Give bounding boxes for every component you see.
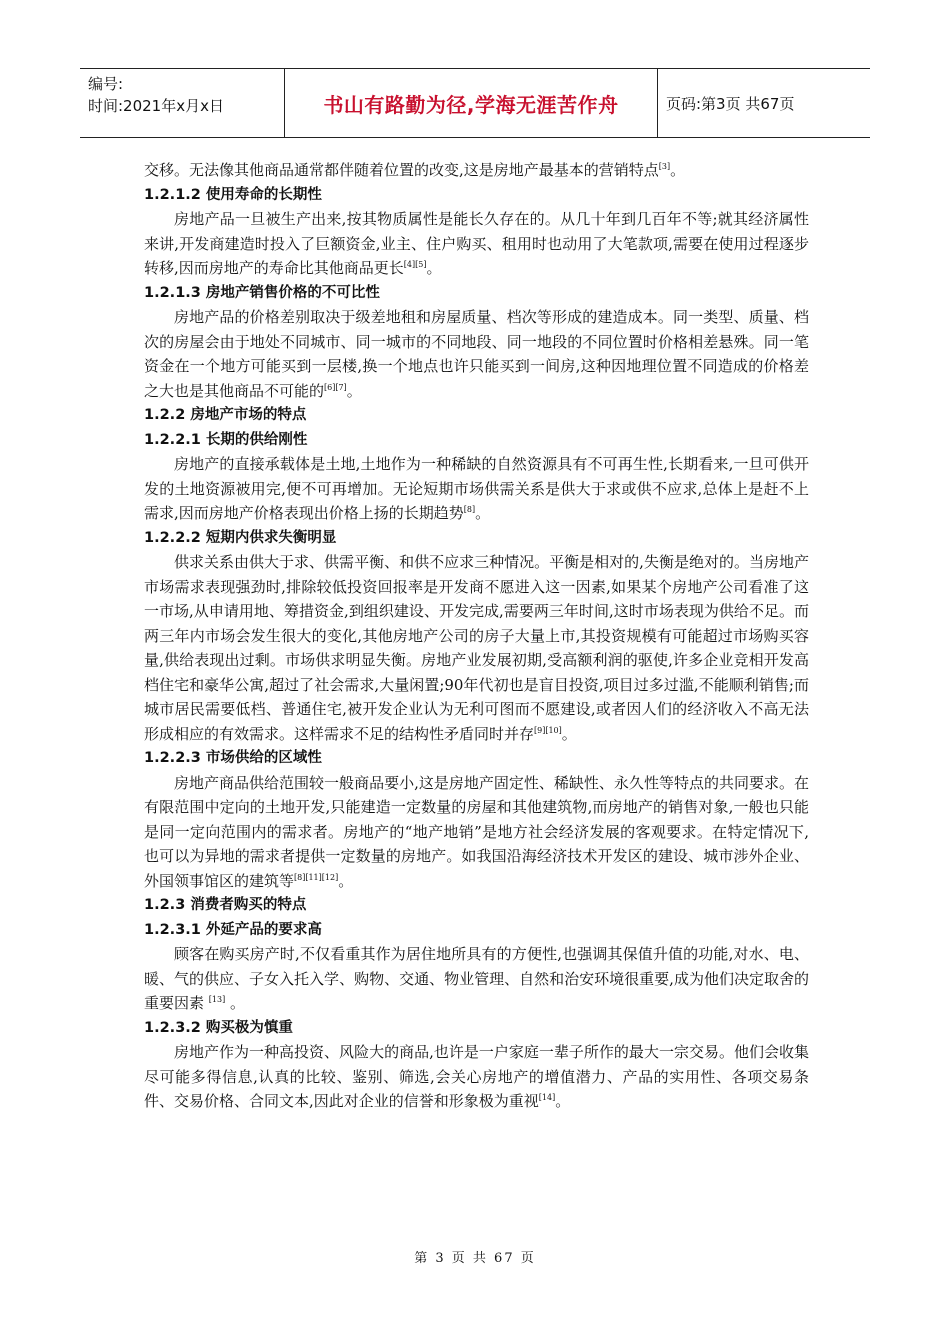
paragraph-tail: 。 bbox=[670, 161, 686, 179]
page-header bbox=[80, 68, 870, 138]
citation-ref: [9][10] bbox=[534, 725, 562, 735]
document-time-label: 时间:2021年x月x日 bbox=[88, 97, 224, 115]
paragraph-text: 房地产作为一种高投资、风险大的商品,也许是一户家庭一辈子所作的最大一宗交易。他们会收集尽可能多得信息,认真的比较、鉴别、筛选,会关心房地产的增值潜力、产品的实用性、各项交易条件、交易价格、合同文本,因此对企业的信誉和形象极为重视 bbox=[144, 1043, 809, 1110]
paragraph-text: 房地产品一旦被生产出来,按其物质属性是能长久存在的。从几十年到几百年不等;就其经济属性来讲,开发商建造时投入了巨额资金,业主、住户购买、租用时也动用了大笔款项,需要在使用过程逐步转移,因而房地产的寿命比其他商品更长 bbox=[144, 210, 809, 277]
section-heading: 1.2.2.3 市场供给的区域性 bbox=[144, 750, 322, 766]
section-heading: 1.2.3.2 购买极为慎重 bbox=[144, 1019, 293, 1036]
section-heading: 1.2.1.2 使用寿命的长期性 bbox=[144, 186, 322, 203]
body-paragraph bbox=[144, 305, 809, 403]
paragraph-tail: 。 bbox=[346, 381, 362, 400]
paragraph-tail: 。 bbox=[555, 1092, 571, 1110]
citation-ref: [13] bbox=[208, 995, 226, 1004]
body-paragraph bbox=[144, 1040, 809, 1114]
paragraph-tail: 。 bbox=[561, 724, 577, 743]
paragraph-text: 交移。无法像其他商品通常都伴随着位置的改变,这是房地产最基本的营销特点 bbox=[144, 161, 659, 179]
paragraph-text: 房地产品的价格差别取决于级差地租和房屋质量、档次等形成的建造成本。同一类型、质量、档次的房屋会由于地处不同城市、同一城市的不同地段、同一地段的不同位置时价格相差悬殊。同一笔资金在一个地方可能买到一层楼,换一个地点也许只能买到一间房,这种因地理位置不同造成的价格差之大也是其他商品不可能的 bbox=[144, 308, 809, 400]
body-paragraph bbox=[144, 771, 809, 894]
paragraph-tail: 。 bbox=[338, 871, 354, 890]
section-heading: 1.2.2.2 短期内供求失衡明显 bbox=[144, 529, 337, 546]
body-paragraph bbox=[144, 550, 809, 746]
citation-ref: [8] bbox=[463, 505, 476, 514]
page-footer: 第 3 页 共 67 页 bbox=[414, 1251, 536, 1266]
paragraph-text: 房地产的直接承载体是土地,土地作为一种稀缺的自然资源具有不可再生性,长期看来,一旦可供开发的土地资源被用完,便不可再增加。无论短期市场供需关系是供大于求或供不应求,总体上是赶不上需求,因而房地产价格表现出价格上扬的长期趋势 bbox=[144, 455, 809, 522]
section-heading: 1.2.3.1 外延产品的要求高 bbox=[144, 921, 322, 938]
citation-ref: [3] bbox=[658, 162, 671, 171]
body-paragraph bbox=[144, 207, 809, 281]
citation-ref: [14] bbox=[538, 1093, 556, 1102]
paragraph-tail: 。 bbox=[475, 504, 491, 522]
header-left bbox=[88, 73, 278, 117]
section-heading: 1.2.2.1 长期的供给刚性 bbox=[144, 431, 308, 448]
body-paragraph bbox=[144, 942, 809, 1016]
citation-ref: [4][5] bbox=[403, 260, 427, 269]
paragraph-text: 房地产商品供给范围较一般商品要小,这是房地产固定性、稀缺性、永久性等特点的共同要求。在有限范围中定向的土地开发,只能建造一定数量的房屋和其他建筑物,而房地产的销售对象,一般也只能是同一定向范围内的需求者。房地产的“地产地销”是地方社会经济发展的客观要求。在特定情况下,也可以为异地的需求者提供一定数量的房地产。如我国沿海经济技术开发区的建设、城市涉外企业、外国领事馆区的建筑等 bbox=[144, 773, 809, 890]
section-heading: 1.2.1.3 房地产销售价格的不可比性 bbox=[144, 284, 380, 301]
paragraph-text: 供求关系由供大于求、供需平衡、和供不应求三种情况。平衡是相对的,失衡是绝对的。当房地产市场需求表现强劲时,排除较低投资回报率是开发商不愿进入这一因素,如果某个房地产公司看准了这一市场,从申请用地、筹措资金,到组织建设、开发完成,需要两三年时间,这时市场表现为供给不足。而两三年内市场会发生很大的变化,其他房地产公司的房子大量上市,其投资规模有可能超过市场购买容量,供给表现出过剩。市场供求明显失衡。房地产业发展初期,受高额利润的驱使,许多企业竞相开发高档住宅和豪华公寓,超过了社会需求,大量闲置;90年代初也是盲目投资,项目过多过滥,不能顺利销售;而城市居民需要低档、普通住宅,被开发企业认为无利可图而不愿建设,或者因人们的经济收入不高无法形成相应的有效需求。这样需求不足的结构性矛盾同时并存 bbox=[144, 553, 809, 743]
section-heading: 1.2.3 消费者购买的特点 bbox=[144, 897, 307, 913]
body-paragraph bbox=[144, 452, 809, 526]
citation-ref: [8][11][12] bbox=[294, 872, 339, 882]
paragraph-tail: 。 bbox=[426, 259, 442, 277]
paragraph-text: 顾客在购买房产时,不仅看重其作为居住地所具有的方便性,也强调其保值升值的功能,对水、电、暖、气的供应、子女入托入学、购物、交通、物业管理、自然和治安环境很重要,成为他们决定取舍的重要因素 bbox=[144, 945, 809, 1012]
document-body bbox=[144, 158, 809, 1114]
document-number-label: 编号: bbox=[88, 75, 124, 93]
header-page-label: 页码:第3页 共67页 bbox=[666, 94, 795, 113]
section-heading: 1.2.2 房地产市场的特点 bbox=[144, 407, 307, 423]
paragraph-tail: 。 bbox=[225, 994, 245, 1012]
body-paragraph bbox=[144, 158, 809, 183]
citation-ref: [6][7] bbox=[324, 382, 347, 392]
header-motto: 书山有路勤为径,学海无涯苦作舟 bbox=[284, 69, 658, 137]
